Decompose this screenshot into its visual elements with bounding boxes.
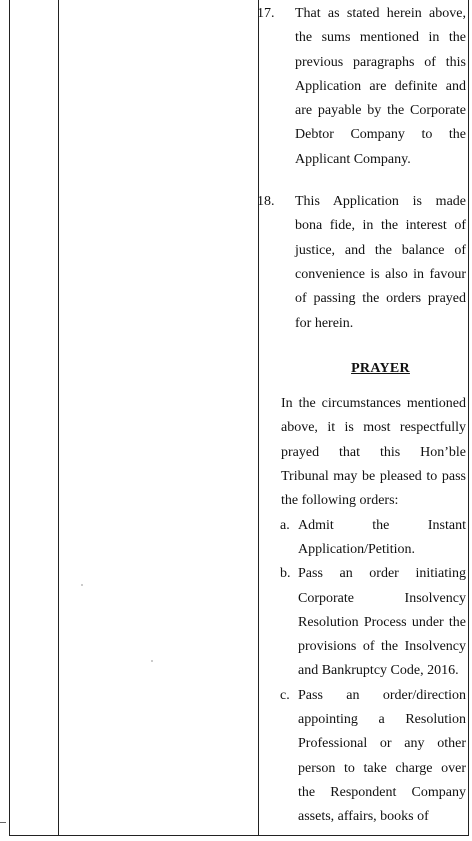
paragraph-text: This Application is made bona fide, in the interest of justice, and the balance of convenience is also in favour of passing the orders prayed for herein. xyxy=(295,194,466,331)
prayer-item-text: Pass an order/direction appointing a Resolution Professional or any other person to take charge over the Respondent Company assets, affairs, books of xyxy=(298,687,466,825)
scan-speck xyxy=(151,660,153,662)
prayer-heading: PRAYER xyxy=(351,360,410,376)
prayer-item-c xyxy=(252,684,466,830)
document-text-column xyxy=(252,2,466,830)
scan-speck xyxy=(81,584,83,586)
paragraph-number: 18. xyxy=(257,194,275,210)
paragraph-number: 17. xyxy=(257,6,275,21)
prayer-intro: In the circumstances mentioned above, it is most respectfully prayed that this Hon’ble Tribunal may be pleased to pass the following orders: xyxy=(281,396,466,509)
paragraph-17 xyxy=(252,2,466,172)
list-marker: c. xyxy=(280,687,290,703)
scan-edge-mark xyxy=(0,822,6,823)
paragraph-text: That as stated herein above, the sums mentioned in the previous paragraphs of this Application are definite and are payable by the Corporate Debtor Company to the Applicant Company. xyxy=(295,6,466,167)
column-divider-left xyxy=(58,0,59,836)
prayer-item-text: Pass an order initiating Corporate Insolvency Resolution Process under the provisions of the Insolvency and Bankruptcy Code, 2016. xyxy=(298,566,466,679)
prayer-item-text: Admit the Instant Application/Petition. xyxy=(298,517,466,557)
prayer-item-b xyxy=(252,562,466,683)
prayer-item-a xyxy=(252,514,466,563)
list-marker: b. xyxy=(280,566,291,582)
list-marker: a. xyxy=(280,517,290,533)
paragraph-18 xyxy=(252,190,466,336)
